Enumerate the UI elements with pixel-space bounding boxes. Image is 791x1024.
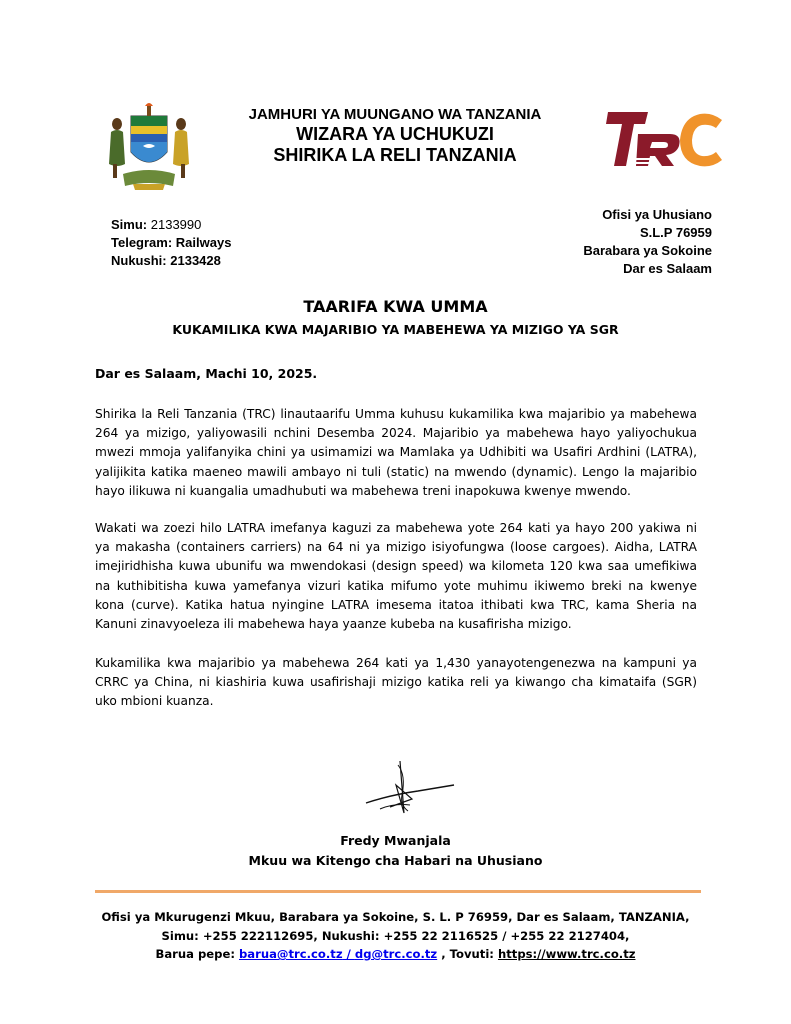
letterhead-heading bbox=[200, 106, 590, 166]
paragraph-1: Shirika la Reli Tanzania (TRC) linautaarifu Umma kuhusu kukamilika kwa majaribio ya mabehewa 264 ya mizigo, yaliyowasili nchini Desemba 2024. Majaribio ya mabehewa hayo yaliyochukua mwezi mmoja yalifanyika chini ya usimamizi wa Mamlaka ya Udhibiti wa Usafiri Ardhini (LATRA), yalijikita katika maeneo mawili ambayo ni tuli (static) na mwendo (dynamic). Lengo la majaribio hayo ilikuwa ni kuangalia umadhubuti wa mabehewa treni inapokuwa kwenye mwendo. bbox=[95, 407, 697, 498]
email-link-barua[interactable]: barua@trc.co.tz bbox=[239, 947, 343, 961]
phone-line bbox=[111, 216, 231, 234]
po-box: S.L.P 76959 bbox=[639, 225, 712, 240]
ministry-name: WIZARA YA UCHUKUZI bbox=[296, 124, 494, 144]
footer-address: Ofisi ya Mkurugenzi Mkuu, Barabara ya Sokoine, S. L. P 76959, Dar es Salaam, TANZANIA, bbox=[101, 910, 690, 924]
telegram-label: Telegram: bbox=[111, 235, 173, 250]
signer-position: Mkuu wa Kitengo cha Habari na Uhusiano bbox=[248, 853, 543, 868]
footer-contacts bbox=[0, 945, 791, 964]
telegram-line bbox=[111, 234, 231, 252]
street: Barabara ya Sokoine bbox=[583, 243, 712, 258]
contact-info-left bbox=[111, 216, 231, 270]
fax-line bbox=[111, 252, 231, 270]
signature-mark bbox=[360, 755, 460, 825]
fax-label: Nukushi: bbox=[111, 253, 167, 268]
footer-phones: Simu: +255 222112695, Nukushi: +255 22 2116525 / +255 22 2127404, bbox=[161, 928, 630, 943]
signer-block bbox=[0, 831, 791, 871]
paragraph-2: Wakati wa zoezi hilo LATRA imefanya kaguzi za mabehewa yote 264 kati ya hayo 200 yakiwa ni ya makasha (containers carriers) na 64 ni ya mizigo isiyofungwa (loose cargoes). Aidha, LATRA imejiridhisha kuwa ubunifu wa mwendokasi (design speed) wa kilometa 120 kwa saa umefikiwa na kuthibitisha kuwa yamefanya vizuri katika mifumo yote muhimu ikiwemo breki na kwenye kona (curve). Katika hatua nyingine LATRA imesema itatoa ithibati kwa TRC, kama Sheria na Kanuni zinavyoeleza ili mabehewa haya yaanze kubeba na kusafirisha mizigo. bbox=[95, 521, 697, 632]
phone-value: 2133990 bbox=[150, 217, 202, 232]
email-separator: / bbox=[342, 947, 355, 961]
paragraph-3: Kukamilika kwa majaribio ya mabehewa 264 kati ya 1,430 yanayotengenezwa na kampuni ya CRRC ya China, ni kiashiria kuwa usafirishaji mizigo katika reli ya kiwango cha kimataifa (SGR) uko mbioni kuanza. bbox=[95, 656, 697, 709]
city: Dar es Salaam bbox=[623, 261, 712, 276]
republic-name: JAMHURI YA MUUNGANO WA TANZANIA bbox=[248, 106, 542, 123]
phone-label: Simu: bbox=[111, 217, 148, 232]
footer bbox=[0, 908, 791, 964]
document-subtitle: KUKAMILIKA KWA MAJARIBIO YA MABEHEWA YA MIZIGO YA SGR bbox=[172, 322, 619, 337]
contact-info-right bbox=[583, 206, 712, 278]
corporation-name: SHIRIKA LA RELI TANZANIA bbox=[273, 145, 517, 165]
office-name: Ofisi ya Uhusiano bbox=[602, 207, 712, 222]
email-link-dg[interactable]: dg@trc.co.tz bbox=[354, 947, 438, 961]
footer-divider bbox=[95, 890, 701, 893]
trc-logo bbox=[604, 106, 724, 176]
date-line: Dar es Salaam, Machi 10, 2025. bbox=[95, 366, 318, 381]
email-label: Barua pepe: bbox=[155, 947, 239, 961]
website-link[interactable]: https://www.trc.co.tz bbox=[497, 947, 636, 961]
telegram-value: Railways bbox=[175, 235, 232, 250]
signer-name: Fredy Mwanjala bbox=[340, 833, 451, 848]
document-title: TAARIFA KWA UMMA bbox=[303, 297, 488, 316]
website-label: , Tovuti: bbox=[437, 947, 498, 961]
coat-of-arms-icon bbox=[103, 102, 195, 194]
fax-value: 2133428 bbox=[170, 253, 221, 268]
